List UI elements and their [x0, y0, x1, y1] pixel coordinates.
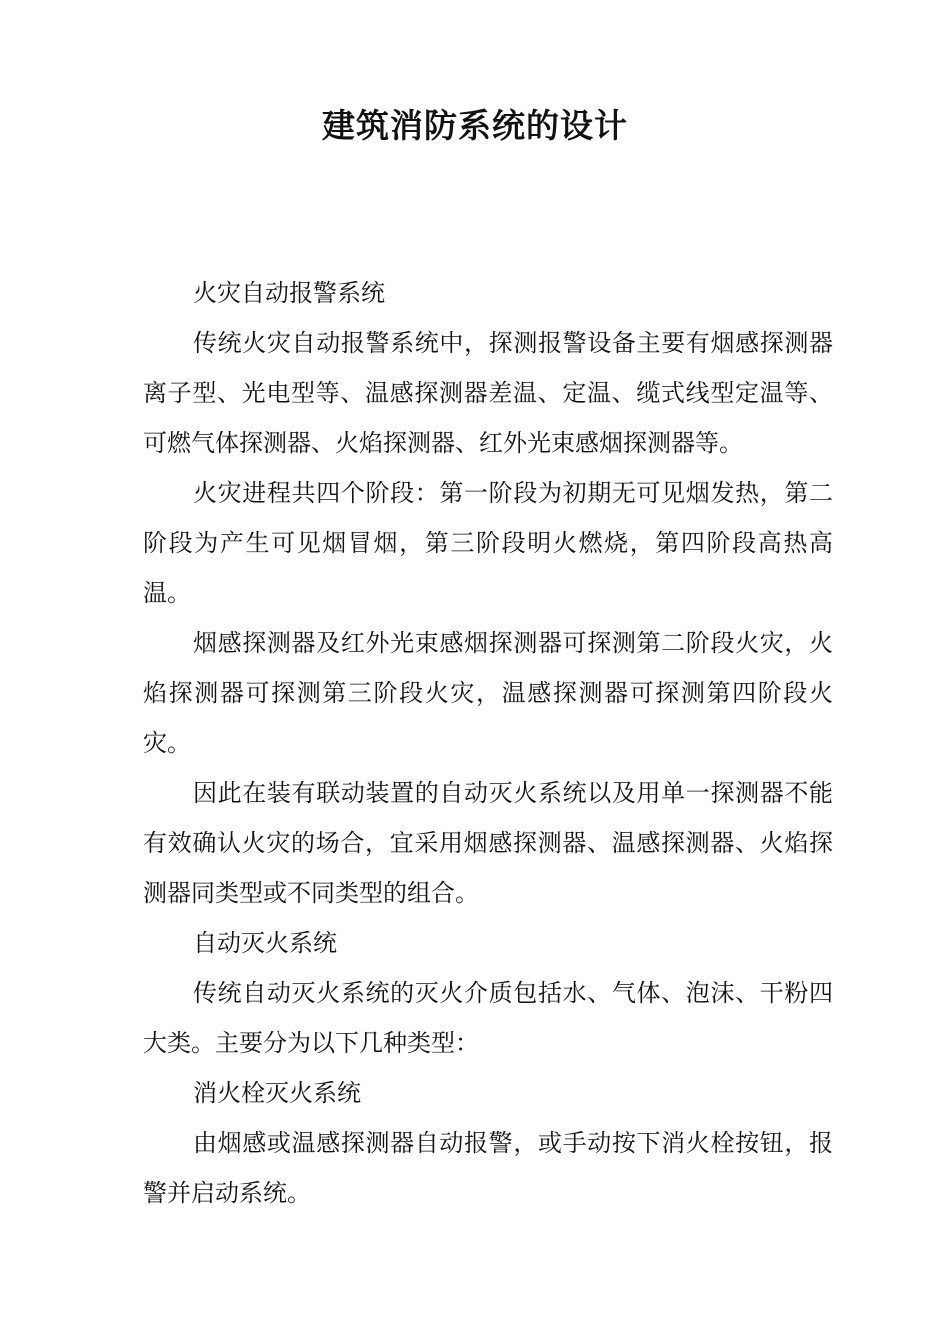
- paragraph-hydrant: 由烟感或温感探测器自动报警，或手动按下消火栓按钮，报警并启动系统。: [143, 1129, 833, 1207]
- page-title: 建筑消防系统的设计: [322, 106, 628, 145]
- section-heading-hydrant: 消火栓灭火系统: [193, 1079, 361, 1107]
- document-body: [143, 268, 833, 1218]
- paragraph-detection-stages: 烟感探测器及红外光束感烟探测器可探测第二阶段火灾，火焰探测器可探测第三阶段火灾，温感探测器可探测第四阶段火灾。: [143, 629, 833, 757]
- paragraph-media: 传统自动灭火系统的灭火介质包括水、气体、泡沫、干粉四大类。主要分为以下几种类型：: [143, 979, 833, 1057]
- paragraph-combination: 因此在装有联动装置的自动灭火系统以及用单一探测器不能有效确认火灾的场合，宜采用烟感探测器、温感探测器、火焰探测器同类型或不同类型的组合。: [143, 779, 833, 907]
- paragraph-detectors: 传统火灾自动报警系统中，探测报警设备主要有烟感探测器离子型、光电型等、温感探测器差温、定温、缆式线型定温等、可燃气体探测器、火焰探测器、红外光束感烟探测器等。: [143, 329, 833, 457]
- section-heading-fire-alarm: 火灾自动报警系统: [193, 279, 385, 307]
- paragraph-fire-stages: 火灾进程共四个阶段：第一阶段为初期无可见烟发热，第二阶段为产生可见烟冒烟，第三阶段明火燃烧，第四阶段高热高温。: [143, 479, 833, 607]
- section-heading-auto-extinguish: 自动灭火系统: [193, 929, 337, 957]
